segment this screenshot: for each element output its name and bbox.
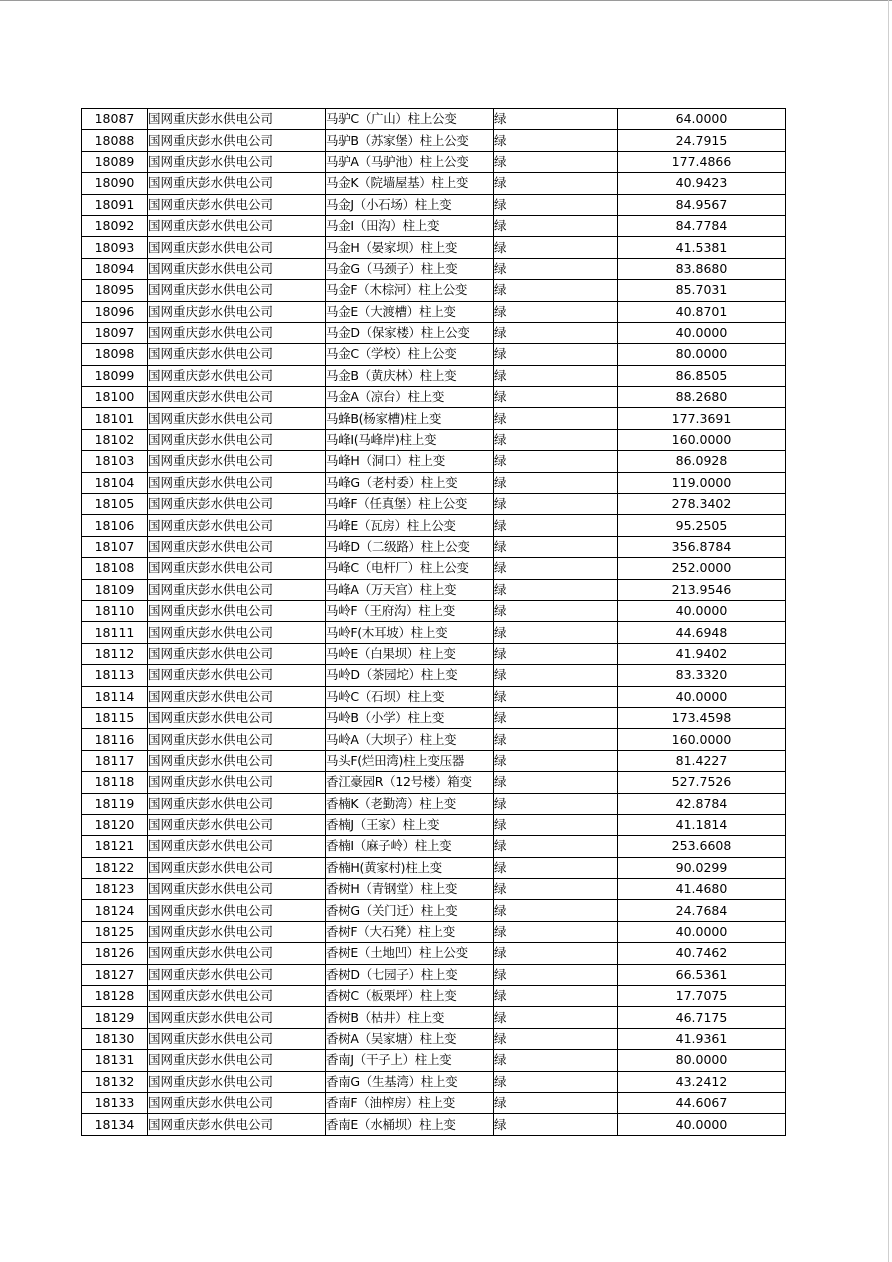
value-cell: 84.9567: [618, 194, 786, 215]
value-cell: 44.6067: [618, 1092, 786, 1113]
color-cell: 绿: [494, 921, 618, 942]
row-id-cell: 18118: [82, 772, 148, 793]
transformer-name-cell: 香树A（吴家塘）柱上变: [326, 1028, 494, 1049]
company-cell: 国网重庆彭水供电公司: [148, 986, 326, 1007]
transformer-name-cell: 马驴B（苏家堡）柱上公变: [326, 130, 494, 151]
transformer-name-cell: 马岭D（茶园坨）柱上变: [326, 665, 494, 686]
transformer-name-cell: 香树H（青钢堂）柱上变: [326, 879, 494, 900]
row-id-cell: 18129: [82, 1007, 148, 1028]
transformer-name-cell: 马金G（马颈子）柱上变: [326, 258, 494, 279]
value-cell: 41.1814: [618, 814, 786, 835]
row-id-cell: 18096: [82, 301, 148, 322]
color-cell: 绿: [494, 1092, 618, 1113]
color-cell: 绿: [494, 258, 618, 279]
color-cell: 绿: [494, 558, 618, 579]
transformer-name-cell: 香南E（水桶坝）柱上变: [326, 1114, 494, 1135]
transformer-name-cell: 香树C（板栗坪）柱上变: [326, 986, 494, 1007]
table-row: [82, 1050, 786, 1071]
table-row: [82, 600, 786, 621]
transformer-name-cell: 马峰E（瓦房）柱上公变: [326, 515, 494, 536]
company-cell: 国网重庆彭水供电公司: [148, 729, 326, 750]
row-id-cell: 18090: [82, 173, 148, 194]
color-cell: 绿: [494, 836, 618, 857]
value-cell: 40.7462: [618, 943, 786, 964]
row-id-cell: 18103: [82, 451, 148, 472]
row-id-cell: 18126: [82, 943, 148, 964]
color-cell: 绿: [494, 109, 618, 130]
company-cell: 国网重庆彭水供电公司: [148, 151, 326, 172]
value-cell: 213.9546: [618, 579, 786, 600]
table-row: [82, 986, 786, 1007]
company-cell: 国网重庆彭水供电公司: [148, 109, 326, 130]
table-row: [82, 900, 786, 921]
color-cell: 绿: [494, 857, 618, 878]
color-cell: 绿: [494, 515, 618, 536]
company-cell: 国网重庆彭水供电公司: [148, 173, 326, 194]
transformer-name-cell: 马金E（大渡槽）柱上变: [326, 301, 494, 322]
transformer-name-cell: 香楠I（麻子岭）柱上变: [326, 836, 494, 857]
table-row: [82, 280, 786, 301]
table-row: [82, 109, 786, 130]
transformer-name-cell: 马金A（凉台）柱上变: [326, 387, 494, 408]
transformer-name-cell: 马峰C（电杆厂）柱上公变: [326, 558, 494, 579]
table-row: [82, 173, 786, 194]
transformer-name-cell: 马金B（黄庆林）柱上变: [326, 365, 494, 386]
transformer-name-cell: 马峰H（洞口）柱上变: [326, 451, 494, 472]
value-cell: 177.3691: [618, 408, 786, 429]
value-cell: 40.0000: [618, 921, 786, 942]
row-id-cell: 18089: [82, 151, 148, 172]
value-cell: 66.5361: [618, 964, 786, 985]
transformer-table: [81, 108, 786, 1136]
transformer-name-cell: 马金F（木棕河）柱上公变: [326, 280, 494, 301]
color-cell: 绿: [494, 1007, 618, 1028]
transformer-name-cell: 香楠J（王家）柱上变: [326, 814, 494, 835]
transformer-name-cell: 香江豪园R（12号楼）箱变: [326, 772, 494, 793]
company-cell: 国网重庆彭水供电公司: [148, 1114, 326, 1135]
transformer-name-cell: 香南G（生基湾）柱上变: [326, 1071, 494, 1092]
color-cell: 绿: [494, 451, 618, 472]
company-cell: 国网重庆彭水供电公司: [148, 215, 326, 236]
value-cell: 160.0000: [618, 429, 786, 450]
transformer-name-cell: 香楠H(黄家村)柱上变: [326, 857, 494, 878]
table-row: [82, 750, 786, 771]
value-cell: 88.2680: [618, 387, 786, 408]
table-row: [82, 536, 786, 557]
company-cell: 国网重庆彭水供电公司: [148, 772, 326, 793]
row-id-cell: 18116: [82, 729, 148, 750]
table-row: [82, 1114, 786, 1135]
row-id-cell: 18104: [82, 472, 148, 493]
color-cell: 绿: [494, 707, 618, 728]
value-cell: 42.8784: [618, 793, 786, 814]
transformer-name-cell: 马驴A（马驴池）柱上公变: [326, 151, 494, 172]
row-id-cell: 18130: [82, 1028, 148, 1049]
table-row: [82, 643, 786, 664]
company-cell: 国网重庆彭水供电公司: [148, 494, 326, 515]
table-row: [82, 836, 786, 857]
row-id-cell: 18099: [82, 365, 148, 386]
color-cell: 绿: [494, 237, 618, 258]
table-row: [82, 579, 786, 600]
table-row: [82, 472, 786, 493]
transformer-name-cell: 马峰F（任真堡）柱上公变: [326, 494, 494, 515]
table-row: [82, 729, 786, 750]
color-cell: 绿: [494, 772, 618, 793]
table-row: [82, 429, 786, 450]
company-cell: 国网重庆彭水供电公司: [148, 600, 326, 621]
value-cell: 80.0000: [618, 1050, 786, 1071]
row-id-cell: 18110: [82, 600, 148, 621]
table-row: [82, 151, 786, 172]
value-cell: 41.9402: [618, 643, 786, 664]
row-id-cell: 18106: [82, 515, 148, 536]
row-id-cell: 18117: [82, 750, 148, 771]
company-cell: 国网重庆彭水供电公司: [148, 665, 326, 686]
value-cell: 44.6948: [618, 622, 786, 643]
color-cell: 绿: [494, 622, 618, 643]
company-cell: 国网重庆彭水供电公司: [148, 879, 326, 900]
transformer-name-cell: 马岭B（小学）柱上变: [326, 707, 494, 728]
table-row: [82, 408, 786, 429]
company-cell: 国网重庆彭水供电公司: [148, 900, 326, 921]
row-id-cell: 18119: [82, 793, 148, 814]
company-cell: 国网重庆彭水供电公司: [148, 1050, 326, 1071]
value-cell: 40.0000: [618, 600, 786, 621]
value-cell: 95.2505: [618, 515, 786, 536]
value-cell: 160.0000: [618, 729, 786, 750]
color-cell: 绿: [494, 472, 618, 493]
page-top-border: [0, 0, 892, 1]
row-id-cell: 18102: [82, 429, 148, 450]
transformer-name-cell: 马岭F（王府沟）柱上变: [326, 600, 494, 621]
color-cell: 绿: [494, 215, 618, 236]
color-cell: 绿: [494, 151, 618, 172]
row-id-cell: 18132: [82, 1071, 148, 1092]
value-cell: 24.7915: [618, 130, 786, 151]
value-cell: 278.3402: [618, 494, 786, 515]
company-cell: 国网重庆彭水供电公司: [148, 1092, 326, 1113]
table-row: [82, 387, 786, 408]
color-cell: 绿: [494, 536, 618, 557]
table-row: [82, 1071, 786, 1092]
table-body: [82, 109, 786, 1136]
color-cell: 绿: [494, 494, 618, 515]
company-cell: 国网重庆彭水供电公司: [148, 707, 326, 728]
transformer-name-cell: 马金H（晏家坝）柱上变: [326, 237, 494, 258]
value-cell: 80.0000: [618, 344, 786, 365]
color-cell: 绿: [494, 1114, 618, 1135]
row-id-cell: 18087: [82, 109, 148, 130]
value-cell: 86.8505: [618, 365, 786, 386]
company-cell: 国网重庆彭水供电公司: [148, 365, 326, 386]
value-cell: 253.6608: [618, 836, 786, 857]
value-cell: 40.0000: [618, 1114, 786, 1135]
table-row: [82, 344, 786, 365]
company-cell: 国网重庆彭水供电公司: [148, 750, 326, 771]
company-cell: 国网重庆彭水供电公司: [148, 686, 326, 707]
table-row: [82, 301, 786, 322]
company-cell: 国网重庆彭水供电公司: [148, 857, 326, 878]
company-cell: 国网重庆彭水供电公司: [148, 130, 326, 151]
company-cell: 国网重庆彭水供电公司: [148, 921, 326, 942]
row-id-cell: 18098: [82, 344, 148, 365]
company-cell: 国网重庆彭水供电公司: [148, 622, 326, 643]
table-row: [82, 772, 786, 793]
table-row: [82, 964, 786, 985]
value-cell: 64.0000: [618, 109, 786, 130]
color-cell: 绿: [494, 322, 618, 343]
company-cell: 国网重庆彭水供电公司: [148, 301, 326, 322]
row-id-cell: 18122: [82, 857, 148, 878]
row-id-cell: 18088: [82, 130, 148, 151]
row-id-cell: 18093: [82, 237, 148, 258]
row-id-cell: 18094: [82, 258, 148, 279]
company-cell: 国网重庆彭水供电公司: [148, 836, 326, 857]
value-cell: 43.2412: [618, 1071, 786, 1092]
color-cell: 绿: [494, 301, 618, 322]
company-cell: 国网重庆彭水供电公司: [148, 579, 326, 600]
color-cell: 绿: [494, 986, 618, 1007]
table-row: [82, 322, 786, 343]
table-row: [82, 665, 786, 686]
color-cell: 绿: [494, 408, 618, 429]
row-id-cell: 18121: [82, 836, 148, 857]
color-cell: 绿: [494, 365, 618, 386]
row-id-cell: 18100: [82, 387, 148, 408]
company-cell: 国网重庆彭水供电公司: [148, 194, 326, 215]
transformer-name-cell: 马金J（小石场）柱上变: [326, 194, 494, 215]
row-id-cell: 18128: [82, 986, 148, 1007]
value-cell: 84.7784: [618, 215, 786, 236]
color-cell: 绿: [494, 1028, 618, 1049]
value-cell: 24.7684: [618, 900, 786, 921]
company-cell: 国网重庆彭水供电公司: [148, 536, 326, 557]
company-cell: 国网重庆彭水供电公司: [148, 1028, 326, 1049]
table-row: [82, 879, 786, 900]
row-id-cell: 18120: [82, 814, 148, 835]
transformer-name-cell: 马金I（田沟）柱上变: [326, 215, 494, 236]
color-cell: 绿: [494, 429, 618, 450]
table-row: [82, 686, 786, 707]
color-cell: 绿: [494, 964, 618, 985]
transformer-name-cell: 香楠K（老勤湾）柱上变: [326, 793, 494, 814]
company-cell: 国网重庆彭水供电公司: [148, 429, 326, 450]
company-cell: 国网重庆彭水供电公司: [148, 943, 326, 964]
company-cell: 国网重庆彭水供电公司: [148, 793, 326, 814]
transformer-name-cell: 马峰I(马峰岸)柱上变: [326, 429, 494, 450]
company-cell: 国网重庆彭水供电公司: [148, 408, 326, 429]
transformer-name-cell: 香南J（干子上）柱上变: [326, 1050, 494, 1071]
value-cell: 81.4227: [618, 750, 786, 771]
company-cell: 国网重庆彭水供电公司: [148, 322, 326, 343]
row-id-cell: 18114: [82, 686, 148, 707]
color-cell: 绿: [494, 729, 618, 750]
transformer-name-cell: 香树B（枯井）柱上变: [326, 1007, 494, 1028]
transformer-name-cell: 马蜂B(杨家槽)柱上变: [326, 408, 494, 429]
transformer-name-cell: 马金D（保家楼）柱上公变: [326, 322, 494, 343]
transformer-name-cell: 香树E（土地凹）柱上公变: [326, 943, 494, 964]
transformer-name-cell: 马峰A（万天宫）柱上变: [326, 579, 494, 600]
value-cell: 40.0000: [618, 322, 786, 343]
row-id-cell: 18112: [82, 643, 148, 664]
color-cell: 绿: [494, 1071, 618, 1092]
company-cell: 国网重庆彭水供电公司: [148, 280, 326, 301]
table-row: [82, 237, 786, 258]
value-cell: 90.0299: [618, 857, 786, 878]
table-row: [82, 365, 786, 386]
transformer-name-cell: 马岭A（大坝子）柱上变: [326, 729, 494, 750]
row-id-cell: 18101: [82, 408, 148, 429]
row-id-cell: 18091: [82, 194, 148, 215]
transformer-name-cell: 香树G（关门迁）柱上变: [326, 900, 494, 921]
table-row: [82, 494, 786, 515]
value-cell: 173.4598: [618, 707, 786, 728]
table-row: [82, 515, 786, 536]
transformer-name-cell: 马头F(烂田湾)柱上变压器: [326, 750, 494, 771]
row-id-cell: 18133: [82, 1092, 148, 1113]
color-cell: 绿: [494, 600, 618, 621]
row-id-cell: 18109: [82, 579, 148, 600]
color-cell: 绿: [494, 814, 618, 835]
company-cell: 国网重庆彭水供电公司: [148, 1007, 326, 1028]
company-cell: 国网重庆彭水供电公司: [148, 344, 326, 365]
table-row: [82, 1007, 786, 1028]
table-row: [82, 814, 786, 835]
value-cell: 252.0000: [618, 558, 786, 579]
color-cell: 绿: [494, 793, 618, 814]
table-row: [82, 943, 786, 964]
table-row: [82, 622, 786, 643]
value-cell: 85.7031: [618, 280, 786, 301]
transformer-name-cell: 马驴C（广山）柱上公变: [326, 109, 494, 130]
table-row: [82, 215, 786, 236]
table-row: [82, 451, 786, 472]
company-cell: 国网重庆彭水供电公司: [148, 237, 326, 258]
row-id-cell: 18111: [82, 622, 148, 643]
color-cell: 绿: [494, 750, 618, 771]
table-row: [82, 793, 786, 814]
row-id-cell: 18134: [82, 1114, 148, 1135]
value-cell: 527.7526: [618, 772, 786, 793]
value-cell: 41.4680: [618, 879, 786, 900]
value-cell: 86.0928: [618, 451, 786, 472]
value-cell: 40.9423: [618, 173, 786, 194]
table-row: [82, 558, 786, 579]
color-cell: 绿: [494, 879, 618, 900]
table-row: [82, 1092, 786, 1113]
row-id-cell: 18123: [82, 879, 148, 900]
value-cell: 40.0000: [618, 686, 786, 707]
transformer-name-cell: 马金K（院墙屋基）柱上变: [326, 173, 494, 194]
color-cell: 绿: [494, 280, 618, 301]
transformer-name-cell: 香树F（大石凳）柱上变: [326, 921, 494, 942]
transformer-name-cell: 马岭C（石坝）柱上变: [326, 686, 494, 707]
table-row: [82, 921, 786, 942]
transformer-name-cell: 香南F（油榨房）柱上变: [326, 1092, 494, 1113]
transformer-name-cell: 马岭E（白果坝）柱上变: [326, 643, 494, 664]
row-id-cell: 18108: [82, 558, 148, 579]
table-row: [82, 1028, 786, 1049]
row-id-cell: 18124: [82, 900, 148, 921]
row-id-cell: 18115: [82, 707, 148, 728]
row-id-cell: 18097: [82, 322, 148, 343]
transformer-name-cell: 马金C（学校）柱上公变: [326, 344, 494, 365]
value-cell: 356.8784: [618, 536, 786, 557]
row-id-cell: 18125: [82, 921, 148, 942]
color-cell: 绿: [494, 665, 618, 686]
company-cell: 国网重庆彭水供电公司: [148, 558, 326, 579]
color-cell: 绿: [494, 900, 618, 921]
company-cell: 国网重庆彭水供电公司: [148, 643, 326, 664]
color-cell: 绿: [494, 194, 618, 215]
color-cell: 绿: [494, 943, 618, 964]
transformer-name-cell: 马峰G（老村委）柱上变: [326, 472, 494, 493]
value-cell: 83.3320: [618, 665, 786, 686]
value-cell: 17.7075: [618, 986, 786, 1007]
color-cell: 绿: [494, 130, 618, 151]
transformer-name-cell: 马岭F(木耳坡）柱上变: [326, 622, 494, 643]
value-cell: 41.5381: [618, 237, 786, 258]
company-cell: 国网重庆彭水供电公司: [148, 1071, 326, 1092]
row-id-cell: 18095: [82, 280, 148, 301]
company-cell: 国网重庆彭水供电公司: [148, 451, 326, 472]
table-row: [82, 194, 786, 215]
row-id-cell: 18127: [82, 964, 148, 985]
value-cell: 119.0000: [618, 472, 786, 493]
company-cell: 国网重庆彭水供电公司: [148, 258, 326, 279]
value-cell: 41.9361: [618, 1028, 786, 1049]
color-cell: 绿: [494, 1050, 618, 1071]
company-cell: 国网重庆彭水供电公司: [148, 515, 326, 536]
page-right-border: [888, 0, 889, 1262]
color-cell: 绿: [494, 387, 618, 408]
color-cell: 绿: [494, 579, 618, 600]
company-cell: 国网重庆彭水供电公司: [148, 814, 326, 835]
row-id-cell: 18107: [82, 536, 148, 557]
row-id-cell: 18092: [82, 215, 148, 236]
company-cell: 国网重庆彭水供电公司: [148, 472, 326, 493]
transformer-name-cell: 马峰D（二级路）柱上公变: [326, 536, 494, 557]
value-cell: 40.8701: [618, 301, 786, 322]
company-cell: 国网重庆彭水供电公司: [148, 387, 326, 408]
table-row: [82, 130, 786, 151]
row-id-cell: 18131: [82, 1050, 148, 1071]
color-cell: 绿: [494, 643, 618, 664]
row-id-cell: 18113: [82, 665, 148, 686]
table-row: [82, 707, 786, 728]
color-cell: 绿: [494, 344, 618, 365]
row-id-cell: 18105: [82, 494, 148, 515]
color-cell: 绿: [494, 686, 618, 707]
table-row: [82, 857, 786, 878]
value-cell: 46.7175: [618, 1007, 786, 1028]
table-row: [82, 258, 786, 279]
value-cell: 83.8680: [618, 258, 786, 279]
color-cell: 绿: [494, 173, 618, 194]
company-cell: 国网重庆彭水供电公司: [148, 964, 326, 985]
transformer-name-cell: 香树D（七园子）柱上变: [326, 964, 494, 985]
value-cell: 177.4866: [618, 151, 786, 172]
